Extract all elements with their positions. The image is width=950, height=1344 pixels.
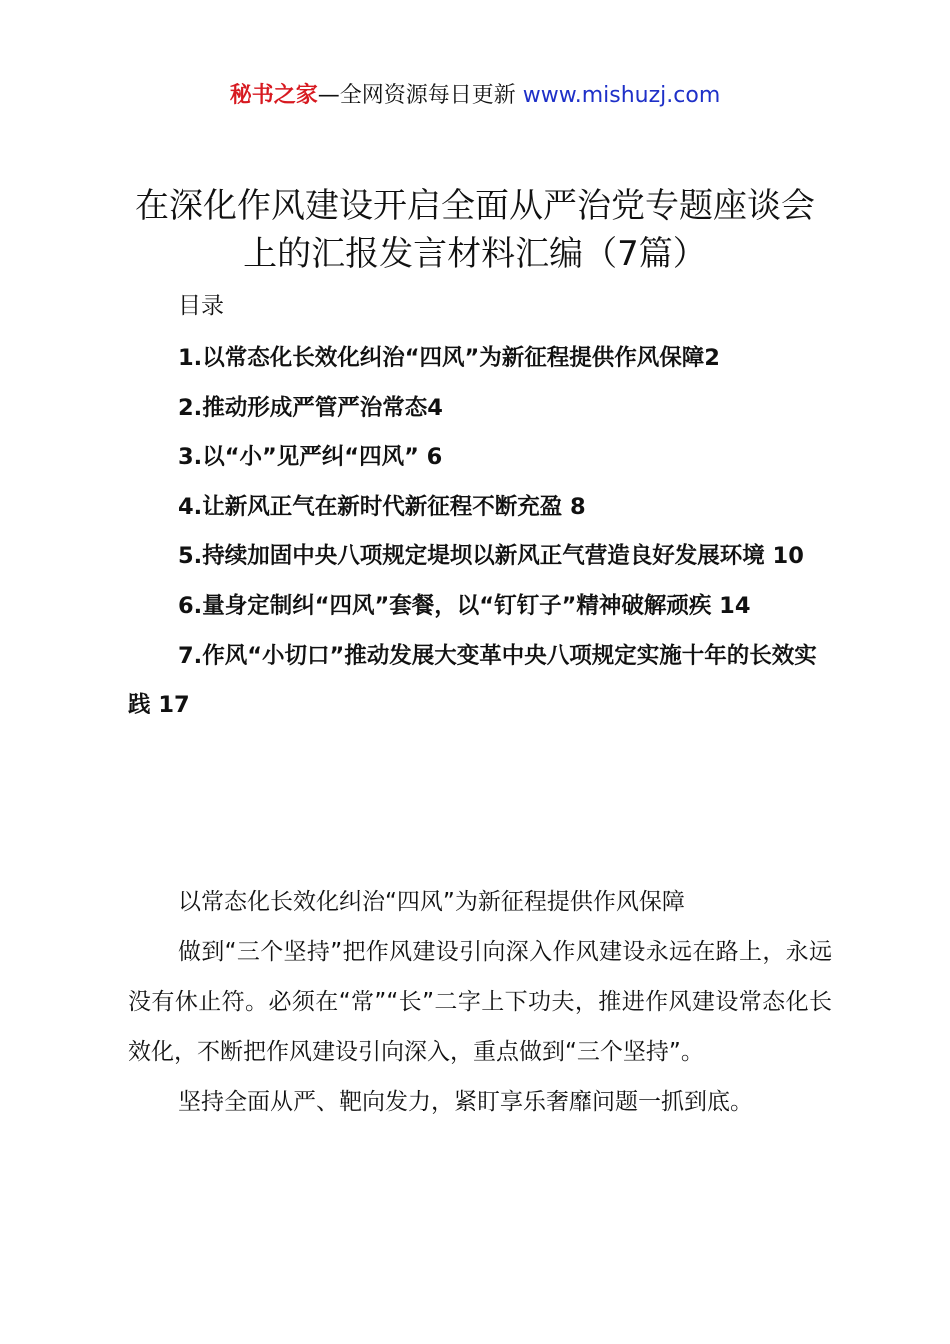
page-header	[0, 80, 950, 112]
header-brand: 秘书之家	[229, 83, 318, 108]
body-paragraph: 坚持全面从严、靶向发力，紧盯享乐奢靡问题一抓到底。	[178, 1089, 753, 1115]
header-tagline: —全网资源每日更新	[317, 83, 516, 108]
toc-item[interactable]: 1.以常态化长效化纠治“四风”为新征程提供作风保障2	[178, 345, 720, 371]
table-of-contents	[128, 334, 832, 731]
document-title	[60, 182, 890, 278]
toc-item[interactable]: 7.作风“小切口”推动发展大变革中央八项规定实施十年的长效实践 17	[128, 642, 817, 719]
toc-item[interactable]: 6.量身定制纠“四风”套餐，以“钉钉子”精神破解顽疾 14	[178, 592, 751, 619]
header-url-link[interactable]: www.mishuzj.com	[522, 83, 721, 108]
body-content	[128, 877, 832, 1127]
toc-item[interactable]: 5.持续加固中央八项规定堤坝以新风正气营造良好发展环境 10	[178, 543, 804, 570]
toc-item[interactable]: 2.推动形成严管严治常态4	[178, 394, 443, 421]
toc-label: 目录	[178, 293, 224, 319]
toc-item[interactable]: 3.以“小”见严纠“四风” 6	[178, 444, 443, 471]
section-title: 以常态化长效化纠治“四风”为新征程提供作风保障	[178, 889, 685, 915]
title-line-2: 上的汇报发言材料汇编（7篇）	[243, 234, 707, 274]
title-line-1: 在深化作风建设开启全面从严治党专题座谈会	[135, 186, 815, 226]
body-paragraph: 做到“三个坚持”把作风建设引向深入作风建设永远在路上，永远没有休止符。必须在“常”“长”二字上下功夫，推进作风建设常态化长效化，不断把作风建设引向深入，重点做到“三个坚持”。	[128, 939, 832, 1065]
toc-item[interactable]: 4.让新风正气在新时代新征程不断充盈 8	[178, 493, 586, 520]
